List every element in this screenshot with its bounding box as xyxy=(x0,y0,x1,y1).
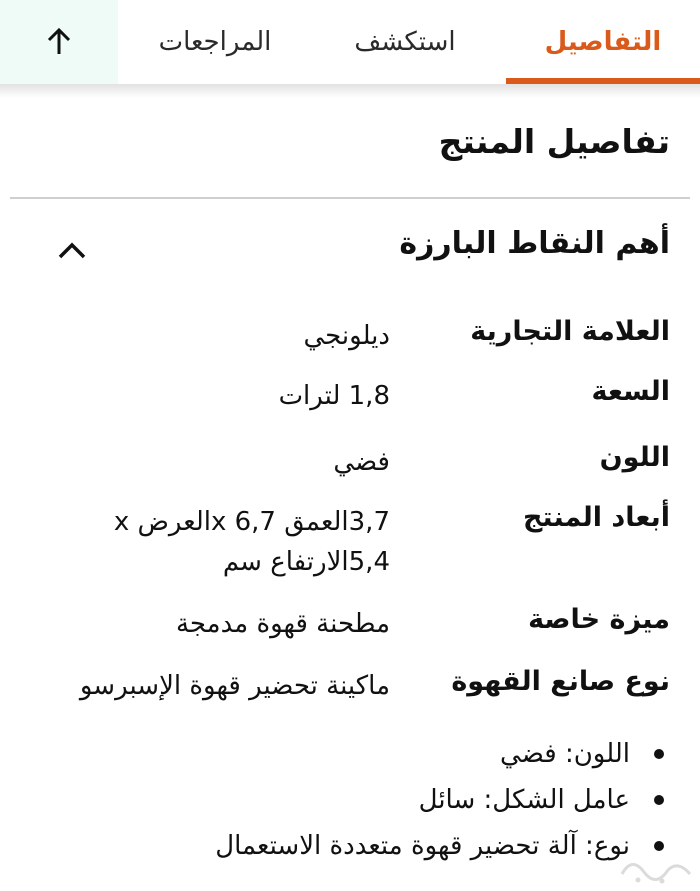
highlights-title: أهم النقاط البارزة xyxy=(399,226,670,261)
spec-value: ماكينة تحضير قهوة الإسبرسو xyxy=(79,671,390,701)
tab-reviews[interactable] xyxy=(130,0,300,84)
section-title: تفاصيل المنتج xyxy=(438,122,670,161)
tab-details-label: التفاصيل xyxy=(544,27,662,57)
spec-label: العلامة التجارية xyxy=(470,316,670,347)
spec-label: السعة xyxy=(591,376,670,407)
bullet-text: اللون: فضي xyxy=(500,739,630,769)
bullet-icon xyxy=(654,841,664,851)
spec-row-capacity xyxy=(40,376,670,416)
bullet-text: نوع: آلة تحضير قهوة متعددة الاستعمال xyxy=(215,831,630,861)
spec-label: أبعاد المنتج xyxy=(522,502,670,533)
scroll-to-top-button[interactable] xyxy=(0,0,118,84)
spec-row-dimensions xyxy=(40,502,670,582)
bullet-text: عامل الشكل: سائل xyxy=(418,785,630,815)
spec-value: 3,7العمق x 6,7العرض x 5,4الارتفاع سم xyxy=(113,507,390,577)
list-item xyxy=(26,734,666,780)
watermark-logo xyxy=(618,852,694,886)
highlights-header[interactable] xyxy=(40,226,670,276)
spec-label: نوع صانع القهوة xyxy=(451,666,670,697)
tab-bar xyxy=(0,0,700,84)
spec-row-brand xyxy=(40,316,670,356)
tab-explore-label: استكشف xyxy=(354,27,456,57)
spec-row-special-feature xyxy=(40,604,670,644)
spec-label: ميزة خاصة xyxy=(528,604,670,635)
spec-value: مطحنة قهوة مدمجة xyxy=(175,609,390,639)
spec-label: اللون xyxy=(599,442,670,473)
bullet-icon xyxy=(654,795,664,805)
chevron-up-icon[interactable] xyxy=(50,234,94,268)
tab-explore[interactable] xyxy=(320,0,490,84)
tab-reviews-label: المراجعات xyxy=(158,27,272,57)
spec-value: ديلونجي xyxy=(303,321,390,351)
bullet-icon xyxy=(654,749,664,759)
spec-row-coffee-maker-type xyxy=(40,666,670,706)
tab-bar-shadow xyxy=(0,84,700,98)
divider xyxy=(10,197,690,199)
arrow-up-icon xyxy=(44,27,74,57)
highlights-bullet-list xyxy=(26,734,666,872)
list-item xyxy=(26,780,666,826)
list-item xyxy=(26,826,666,872)
spec-row-color xyxy=(40,442,670,482)
spec-value: فضي xyxy=(333,447,390,477)
tab-details[interactable] xyxy=(506,0,700,84)
spec-value: 1,8 لترات xyxy=(278,381,390,411)
